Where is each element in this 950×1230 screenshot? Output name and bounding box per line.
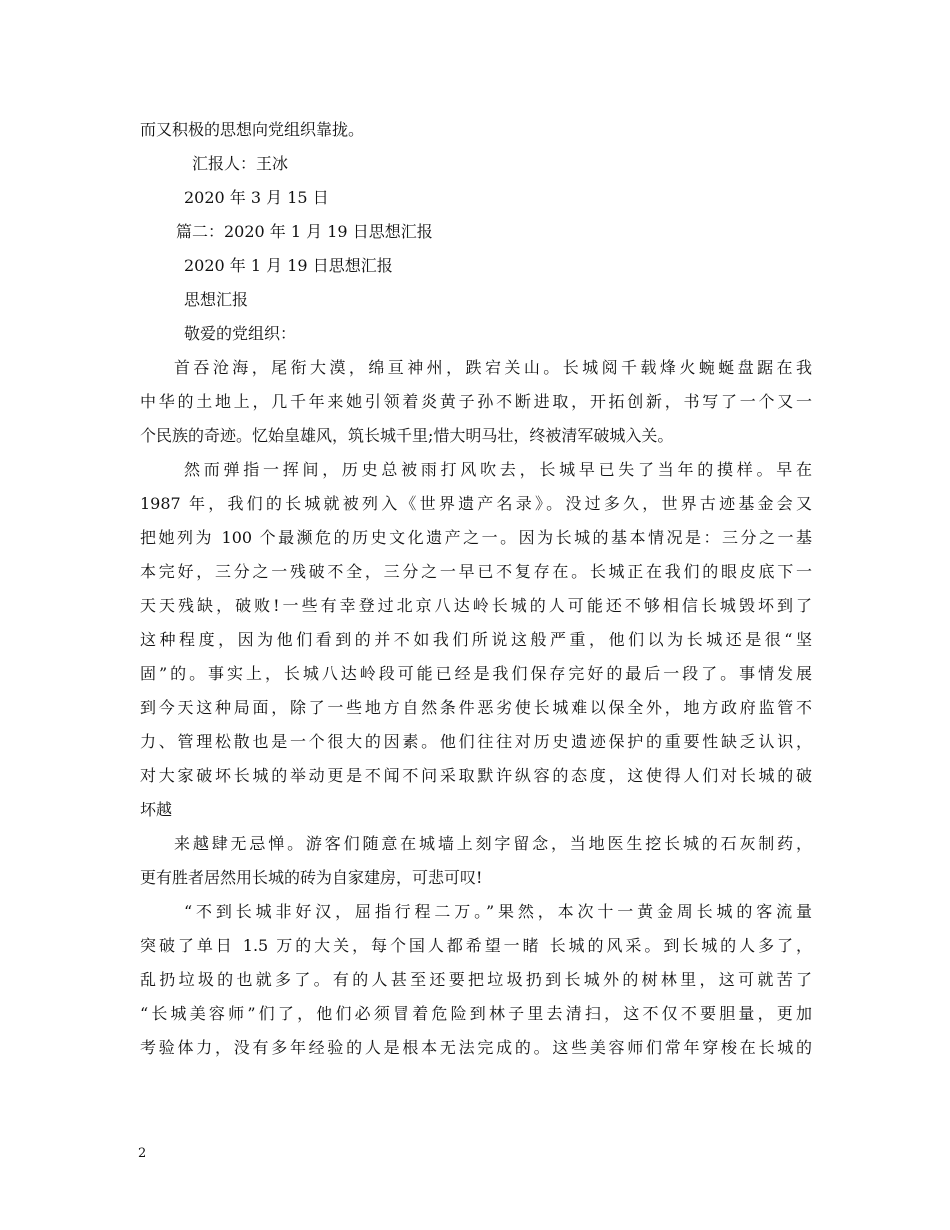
text-line: “不到长城非好汉，屈指行程二万。”果然，本次十一黄金周长城的客流量 <box>184 902 812 921</box>
document-body <box>140 113 812 1065</box>
text-line: 而又积极的思想向党组织靠拢。 <box>140 120 365 139</box>
text-line: 个民族的奇迹。忆始皇雄风，筑长城千里;惜大明马壮，终被清军破城入关。 <box>140 426 674 445</box>
text-line: 首吞沧海，尾衔大漠，绵亘神州，跌宕关山。长城阅千载烽火蜿蜒盘踞在我 <box>174 358 812 377</box>
date-line: 2020 年 3 月 15 日 <box>184 188 329 207</box>
text-line: 把她列为 100 个最濒危的历史文化遗产之一。因为长城的基本情况是：三分之一基 <box>140 528 812 547</box>
text-line: 来越肆无忌惮。游客们随意在城墙上刻字留念，当地医生挖长城的石灰制药， <box>174 834 812 853</box>
text-line: 中华的土地上，几千年来她引领着炎黄子孙不断进取，开拓创新，书写了一个又一 <box>140 392 812 411</box>
text-line: 坏越 <box>140 800 173 819</box>
report-title: 2020 年 1 月 19 日思想汇报 <box>184 256 393 275</box>
text-line: 天天残缺，破败!一些有幸登过北京八达岭长城的人可能还不够相信长城毁坏到了 <box>140 596 812 615</box>
text-line: 乱扔垃圾的也就多了。有的人甚至还要把垃圾扔到长城外的树林里，这可就苦了 <box>140 970 812 989</box>
page-number: 2 <box>138 1146 147 1161</box>
text-line: 对大家破坏长城的举动更是不闻不问采取默许纵容的态度，这使得人们对长城的破 <box>140 766 812 785</box>
reporter-line: 汇报人：王冰 <box>192 154 289 173</box>
text-line: 本完好，三分之一残破不全，三分之一早已不复存在。长城正在我们的眼皮底下一 <box>140 562 812 581</box>
report-subtitle: 思想汇报 <box>184 290 249 309</box>
text-line: 到今天这种局面，除了一些地方自然条件恶劣使长城难以保全外，地方政府监管不 <box>140 698 812 717</box>
text-line: 突破了单日 1.5 万的大关，每个国人都希望一睹 长城的风采。到长城的人多了， <box>140 936 812 955</box>
salutation: 敬爱的党组织： <box>184 324 297 343</box>
text-line: 更有胜者居然用长城的砖为自家建房，可悲可叹! <box>140 868 483 887</box>
text-line: 这种程度，因为他们看到的并不如我们所说这般严重，他们以为长城还是很“坚 <box>140 630 812 649</box>
chapter-heading: 篇二：2020 年 1 月 19 日思想汇报 <box>176 222 433 241</box>
text-line: 考验体力，没有多年经验的人是根本无法完成的。这些美容师们常年穿梭在长城的 <box>140 1038 812 1057</box>
text-line: “长城美容师”们了，他们必须冒着危险到林子里去清扫，这不仅不要胆量，更加 <box>140 1004 812 1023</box>
text-line: 固”的。事实上，长城八达岭段可能已经是我们保存完好的最后一段了。事情发展 <box>140 664 812 683</box>
text-line: 然而弹指一挥间，历史总被雨打风吹去，长城早已失了当年的摸样。早在 <box>184 460 812 479</box>
text-line: 力、管理松散也是一个很大的因素。他们往往对历史遗迹保护的重要性缺乏认识， <box>140 732 812 751</box>
text-line: 1987 年，我们的长城就被列入《世界遗产名录》。没过多久，世界古迹基金会又 <box>140 494 812 513</box>
